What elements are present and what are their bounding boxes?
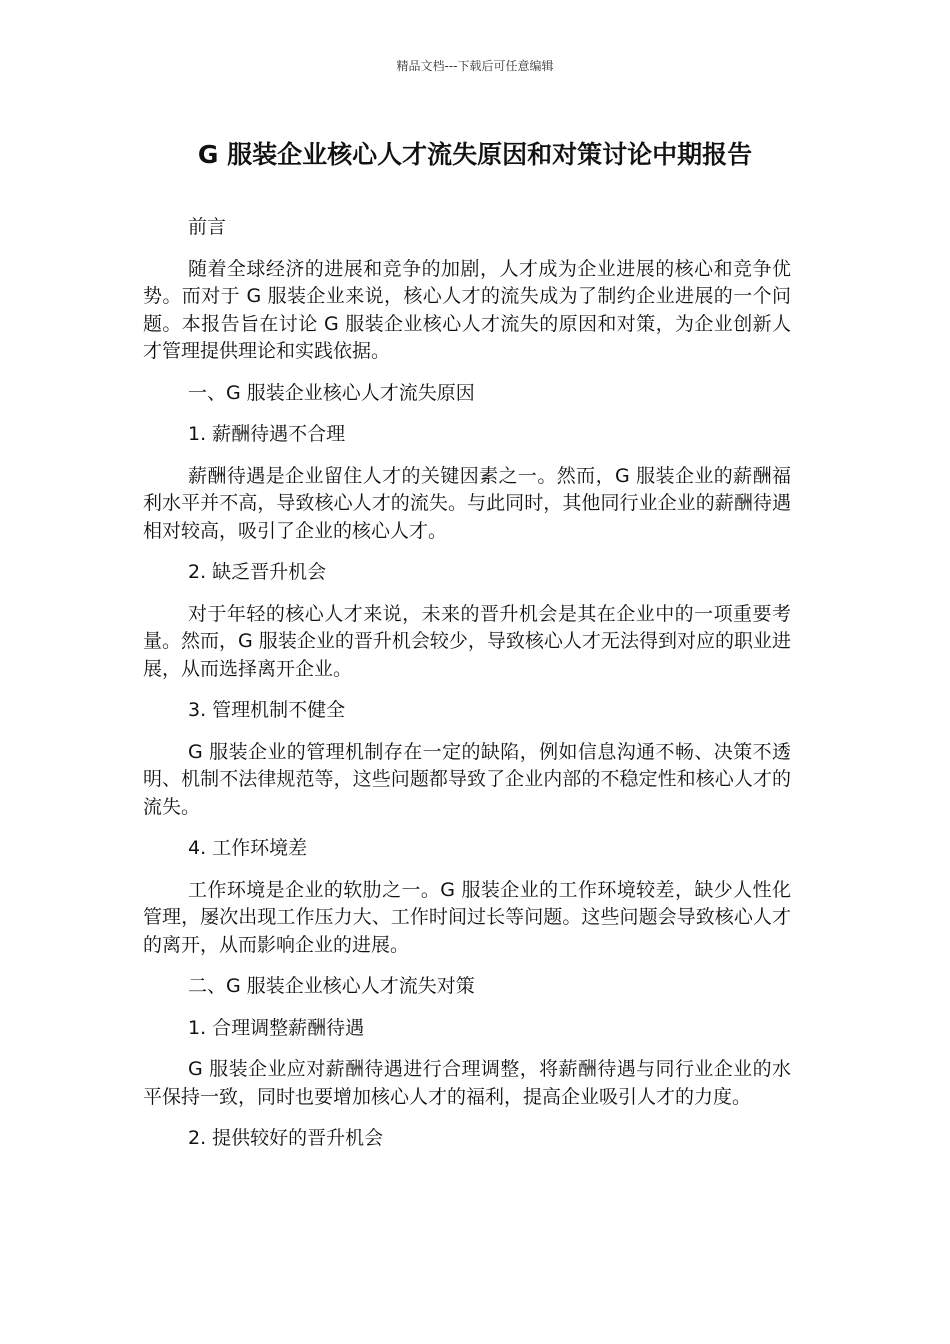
- subheading-promotion: 2. 缺乏晋升机会: [188, 561, 327, 583]
- subheading-salary: 1. 薪酬待遇不合理: [188, 423, 346, 445]
- body-paragraph: 随着全球经济的进展和竞争的加剧，人才成为企业进展的核心和竞争优势。而对于 G 服装企业来说，核心人才的流失成为了制约企业进展的一个问题。本报告旨在讨论 G 服装企业核心人才流失的原因和对策，为企业创新人才管理提供理论和实践依据。: [143, 257, 791, 362]
- document-title: G 服装企业核心人才流失原因和对策讨论中期报告: [197, 140, 753, 169]
- body-paragraph: G 服装企业的管理机制存在一定的缺陷，例如信息沟通不畅、决策不透明、机制不法律规范等，这些问题都导致了企业内部的不稳定性和核心人才的流失。: [143, 740, 791, 818]
- body-paragraph: 薪酬待遇是企业留住人才的关键因素之一。然而，G 服装企业的薪酬福利水平并不高，导致核心人才的流失。与此同时，其他同行业企业的薪酬待遇相对较高，吸引了企业的核心人才。: [143, 464, 791, 542]
- section-heading-countermeasures: 二、G 服装企业核心人才流失对策: [188, 975, 475, 997]
- body-paragraph: 对于年轻的核心人才来说，未来的晋升机会是其在企业中的一项重要考量。然而，G 服装企业的晋升机会较少，导致核心人才无法得到对应的职业进展，从而选择离开企业。: [143, 602, 791, 680]
- subheading-adjust-salary: 1. 合理调整薪酬待遇: [188, 1016, 365, 1039]
- subheading-environment: 4. 工作环境差: [188, 837, 308, 859]
- document-body: [143, 214, 791, 1167]
- section-heading-preface: 前言: [188, 216, 227, 238]
- page-header: 精品文档---下载后可任意编辑: [396, 59, 554, 73]
- subheading-better-promotion: 2. 提供较好的晋升机会: [188, 1127, 384, 1149]
- subheading-management: 3. 管理机制不健全: [188, 699, 346, 721]
- section-heading-causes: 一、G 服装企业核心人才流失原因: [188, 381, 475, 404]
- body-paragraph: 工作环境是企业的软肋之一。G 服装企业的工作环境较差，缺少人性化管理，屡次出现工作压力大、工作时间过长等问题。这些问题会导致核心人才的离开，从而影响企业的进展。: [143, 878, 791, 956]
- body-paragraph: G 服装企业应对薪酬待遇进行合理调整，将薪酬待遇与同行业企业的水平保持一致，同时也要增加核心人才的福利，提高企业吸引人才的力度。: [143, 1058, 791, 1108]
